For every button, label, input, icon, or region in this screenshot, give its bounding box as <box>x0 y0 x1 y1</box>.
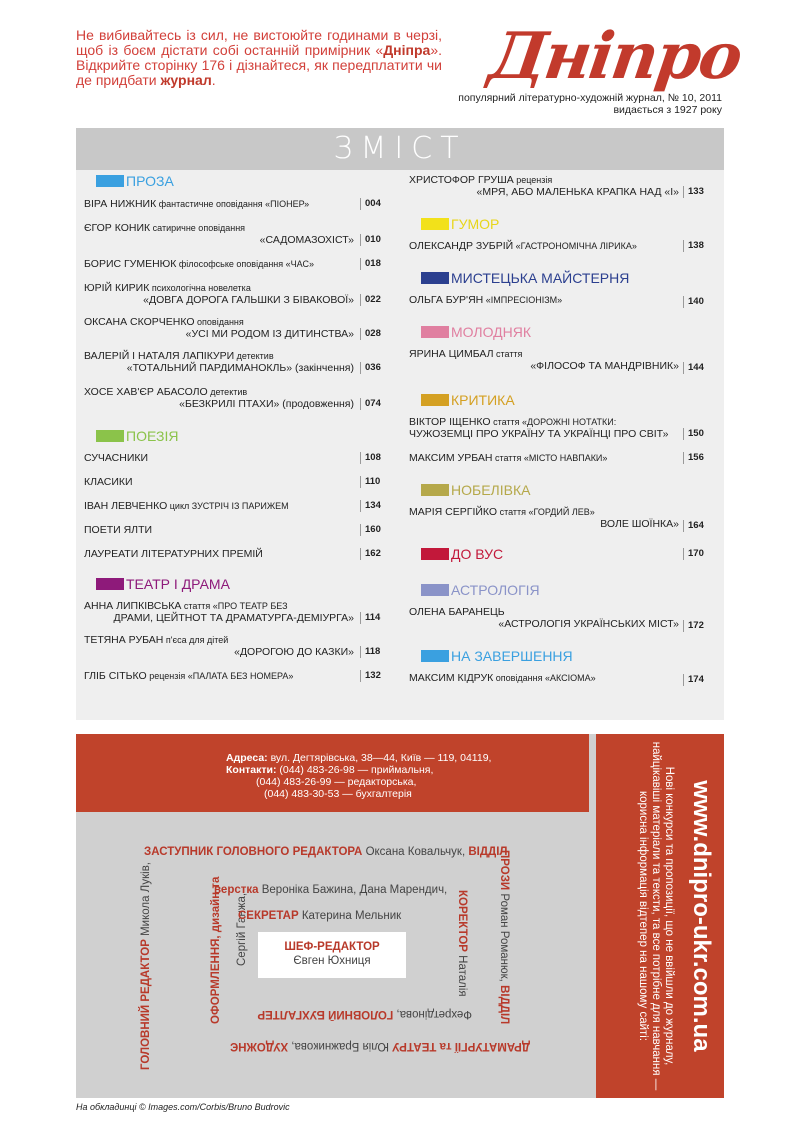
entry-subtitle: детектив <box>234 351 274 361</box>
role: ГОЛОВНИЙ БУХГАЛТЕР <box>257 1008 394 1020</box>
entry-title: «АСТРОЛОГІЯ УКРАЇНСЬКИХ МІСТ» <box>498 618 679 630</box>
toc-entry[interactable] <box>84 258 354 270</box>
page-number: 170 <box>683 548 704 560</box>
entry-subtitle: оповідання <box>194 317 244 327</box>
entry-title: «ДОВГА ДОРОГА ГАЛЬШКИ З БІВАКОВОЇ» <box>143 294 354 306</box>
proza-swatch-icon <box>96 175 124 187</box>
section-nobelivka[interactable] <box>421 482 530 498</box>
staff-prose <box>497 850 510 1024</box>
section-proza[interactable] <box>96 173 174 189</box>
section-krytyka-label: КРИТИКА <box>451 392 515 408</box>
entry-author: ВІКТОР ІЩЕНКО <box>409 416 491 428</box>
page-number: 108 <box>360 452 381 464</box>
entry-subtitle: стаття «ГОРДИЙ ЛЕВ» <box>497 507 595 517</box>
section-do-vus-label: ДО ВУС <box>451 546 504 562</box>
entry-author: ОЛЕКСАНДР ЗУБРІЙ <box>409 240 514 252</box>
intro-part-1: Не вибивайтесь із сил, не вистоюйте годинами в черзі, щоб із боєм дістати собі останній примірник « <box>76 27 442 58</box>
toc-entry[interactable] <box>84 600 354 624</box>
page-number: 036 <box>360 362 381 374</box>
entry-title: «БЕЗКРИЛІ ПТАХИ» (продовження) <box>179 398 354 410</box>
page-number: 132 <box>360 670 381 682</box>
tagline <box>442 92 722 116</box>
astro-swatch-icon <box>421 584 449 596</box>
entry-author: ОЛЬГА БУР'ЯН <box>409 294 484 306</box>
section-astro[interactable] <box>421 582 540 598</box>
entry-title: «ДОРОГОЮ ДО КАЗКИ» <box>234 646 354 658</box>
entry-author: ХОСЕ ХАВ'ЄР АБАСОЛО <box>84 386 208 398</box>
entry-subtitle: філософське оповідання «ЧАС» <box>176 259 314 269</box>
staff-main-editor <box>140 862 153 1070</box>
role: СЕКРЕТАР <box>238 910 299 922</box>
name: Вероніка Бажина, Дана Марендич, <box>258 884 448 896</box>
toc-entry[interactable] <box>409 672 679 684</box>
role: ЗАСТУПНИК ГОЛОВНОГО РЕДАКТОРА <box>144 846 363 858</box>
toc-entry[interactable] <box>409 348 679 372</box>
entry-subtitle: стаття «ДОРОЖНІ НОТАТКИ: <box>490 417 617 427</box>
contacts-label: Контакти: <box>226 764 277 776</box>
website-url[interactable]: www.dnipro-ukr.com.ua <box>688 780 715 1052</box>
name: Роман Романюк, <box>498 890 510 986</box>
entry-author: ПОЕТИ ЯЛТИ <box>84 524 153 536</box>
toc-entry[interactable] <box>409 174 679 198</box>
entry-title: «ФІЛОСОФ ТА МАНДРІВНИК» <box>530 360 679 372</box>
molodnyak-swatch-icon <box>421 326 449 338</box>
role: ПРОЗИ <box>498 850 510 891</box>
role: ВІДДІЛ <box>498 985 510 1025</box>
page-number: 018 <box>360 258 381 270</box>
page-number: 134 <box>360 500 381 512</box>
entry-author: ОКСАНА СКОРЧЕНКО <box>84 316 195 328</box>
page-number: 174 <box>683 674 704 686</box>
final-swatch-icon <box>421 650 449 662</box>
entry-author: ХРИСТОФОР ГРУША <box>409 174 514 186</box>
entry-subtitle: стаття «МІСТО НАВПАКИ» <box>492 453 608 463</box>
entry-author: МАРІЯ СЕРГІЙКО <box>409 506 498 518</box>
entry-title: «САДОМАЗОХІСТ» <box>259 234 354 246</box>
page-number: 010 <box>360 234 381 246</box>
page-number: 150 <box>683 428 704 440</box>
staff-drama <box>230 1039 530 1052</box>
entry-subtitle: п'єса для дітей <box>163 635 229 645</box>
entry-title: «ТОТАЛЬНИЙ ПАРДИМАНОКЛЬ» (закінчення) <box>126 362 354 374</box>
mystetska-swatch-icon <box>421 272 449 284</box>
section-final-label: НА ЗАВЕРШЕННЯ <box>451 648 573 664</box>
entry-author: АННА ЛИПКІВСЬКА <box>84 600 182 612</box>
toc-entry[interactable] <box>84 548 354 560</box>
toc-entry[interactable] <box>84 452 354 464</box>
section-poeziya-label: ПОЕЗІЯ <box>126 428 179 444</box>
toc-entry[interactable] <box>409 452 679 464</box>
entry-title: ВОЛЕ ШОЇНКА» <box>600 518 679 530</box>
krytyka-swatch-icon <box>421 394 449 406</box>
phone-editorial: (044) 483-26-99 — редакторська, <box>256 776 417 788</box>
toc-entry[interactable] <box>409 506 679 530</box>
section-do-vus[interactable] <box>421 546 503 562</box>
section-proza-label: ПРОЗА <box>126 173 174 189</box>
toc-entry[interactable] <box>84 350 354 374</box>
entry-subtitle: фантастичне оповідання «ПІОНЕР» <box>156 199 310 209</box>
toc-entry[interactable] <box>84 670 354 682</box>
chief-editor-box <box>258 932 406 978</box>
section-poeziya[interactable] <box>96 428 178 444</box>
section-humor[interactable] <box>421 216 499 232</box>
entry-author: КЛАСИКИ <box>84 476 133 488</box>
page-number: 160 <box>360 524 381 536</box>
page-number: 162 <box>360 548 381 560</box>
page-number: 138 <box>683 240 704 252</box>
role: ОФОРМЛЕННЯ, дизайн та <box>210 876 222 1024</box>
name: Оксана Ковальчук, <box>362 846 469 858</box>
phone-accounting: (044) 483-30-53 — бухгалтерія <box>264 788 412 800</box>
entry-subtitle: психологічна новелетка <box>149 283 251 293</box>
section-teatr[interactable] <box>96 576 230 592</box>
staff-chief-accountant <box>257 1007 472 1020</box>
entry-subtitle: рецензія <box>513 175 553 185</box>
section-molodnyak-label: МОЛОДНЯК <box>451 324 532 340</box>
section-krytyka[interactable] <box>421 392 515 408</box>
page-number: 110 <box>360 476 380 488</box>
toc-entry[interactable] <box>84 222 354 246</box>
staff-design-name <box>236 893 249 966</box>
entry-author: ЛАУРЕАТИ ЛІТЕРАТУРНИХ ПРЕМІЙ <box>84 548 263 560</box>
entry-subtitle: «ГАСТРОНОМІЧНА ЛІРИКА» <box>513 241 637 251</box>
website-panel <box>596 734 724 1098</box>
role: ХУДОЖНЄ <box>230 1040 289 1052</box>
entry-subtitle: детектив <box>207 387 248 397</box>
entry-subtitle: цикл ЗУСТРІЧ ІЗ ПАРИЖЕМ <box>167 501 289 511</box>
toc-entry[interactable] <box>409 606 679 630</box>
page-number: 004 <box>360 198 381 210</box>
page-number: 114 <box>360 612 380 624</box>
role: ШЕФ-РЕДАКТОР <box>284 941 380 953</box>
toc-entry[interactable] <box>84 282 354 306</box>
entry-title: ЧУЖОЗЕМЦІ ПРО УКРАЇНУ ТА УКРАЇНЦІ ПРО СВІТ» <box>409 428 669 440</box>
staff-design <box>210 877 223 1024</box>
toc-entry[interactable] <box>84 500 354 512</box>
toc-entry[interactable] <box>409 416 681 440</box>
role: верстка <box>214 884 259 896</box>
staff-secretary <box>238 910 401 923</box>
contacts-block <box>76 734 589 812</box>
toc-entry[interactable] <box>84 198 354 210</box>
name: Микола Луків, <box>140 862 152 940</box>
entry-subtitle: оповідання «АКСІОМА» <box>493 673 596 683</box>
toc-title: ЗМІСТ <box>76 128 724 170</box>
entry-author: БОРИС ГУМЕНЮК <box>84 258 177 270</box>
entry-author: ЄГОР КОНИК <box>84 222 151 234</box>
name: Наталія <box>456 951 468 997</box>
toc-entry[interactable] <box>409 294 679 306</box>
role: ВІДДІЛ <box>468 846 508 858</box>
toc-entry[interactable] <box>84 386 354 410</box>
intro-text <box>76 28 442 88</box>
name: Фехретдінова, <box>393 1008 472 1020</box>
entry-author: ОЛЕНА БАРАНЕЦЬ <box>409 606 505 618</box>
section-teatr-label: ТЕАТР І ДРАМА <box>126 576 230 592</box>
section-astro-label: АСТРОЛОГІЯ <box>451 582 540 598</box>
toc-entry[interactable] <box>84 476 354 488</box>
page-number: 140 <box>683 296 704 308</box>
staff-corrector <box>455 890 468 997</box>
page-number: 172 <box>683 620 704 632</box>
entry-title: ДРАМИ, ЦЕЙТНОТ ТА ДРАМАТУРГА-ДЕМІУРГА» <box>113 612 354 624</box>
section-mystetska-label: МИСТЕЦЬКА МАЙСТЕРНЯ <box>451 270 630 286</box>
section-mystetska[interactable] <box>421 270 629 286</box>
page-number: 156 <box>683 452 704 464</box>
entry-title: «МРЯ, АБО МАЛЕНЬКА КРАПКА НАД «І» <box>476 186 679 198</box>
section-nobelivka-label: НОБЕЛІВКА <box>451 482 531 498</box>
entry-subtitle: «ІМПРЕСІОНІЗМ» <box>483 295 563 305</box>
entry-author: МАКСИМ УРБАН <box>409 452 493 464</box>
phone-reception: (044) 483-26-98 — приймальня, <box>276 764 434 776</box>
page-number: 144 <box>683 362 704 374</box>
entry-author: ВІРА НИЖНИК <box>84 198 157 210</box>
toc-entry[interactable] <box>84 634 354 658</box>
staff-deputy <box>144 846 508 859</box>
entry-subtitle: сатиричне оповідання <box>150 223 246 233</box>
magazine-logo: Дніпро <box>484 19 746 94</box>
website-rotated <box>605 736 715 1096</box>
toc-entry[interactable] <box>84 524 354 536</box>
entry-author: ЯРИНА ЦИМБАЛ <box>409 348 494 360</box>
tagline-line-2: видається з 1927 року <box>613 104 722 116</box>
entry-author: ІВАН ЛЕВЧЕНКО <box>84 500 168 512</box>
page-number: 133 <box>683 186 704 198</box>
intro-part-2: ». Відкрийте сторінку 176 і дізнайтеся, як передплатити чи де придбати <box>76 42 442 88</box>
entry-author: СУЧАСНИКИ <box>84 452 149 464</box>
entry-author: ГЛІБ СІТЬКО <box>84 670 147 682</box>
humor-swatch-icon <box>421 218 449 230</box>
tagline-line-1: популярний літературно-художній журнал, № 10, 2011 <box>458 92 722 104</box>
entry-author: ЮРІЙ КИРИК <box>84 282 150 294</box>
entry-subtitle: стаття «ПРО ТЕАТР БЕЗ <box>181 601 288 611</box>
entry-author: МАКСИМ КІДРУК <box>409 672 494 684</box>
toc-entry[interactable] <box>409 240 679 252</box>
page-number: 074 <box>360 398 381 410</box>
page-number: 164 <box>683 520 704 532</box>
name: Катерина Мельник <box>298 910 402 922</box>
address-label: Адреса: <box>226 752 268 764</box>
cover-credit: На обкладинці © Images.com/Corbis/Bruno Budrovic <box>76 1102 290 1112</box>
name: Євген Юхниця <box>293 955 371 967</box>
imprint-block <box>76 734 724 1098</box>
page-number: 022 <box>360 294 381 306</box>
entry-subtitle: стаття <box>493 349 523 359</box>
intro-end: . <box>211 72 216 88</box>
teatr-swatch-icon <box>96 578 124 590</box>
page-number: 118 <box>360 646 380 658</box>
role: ДРАМАТУРГІЇ та ТЕАТРУ <box>392 1040 530 1052</box>
entry-subtitle: рецензія «ПАЛАТА БЕЗ НОМЕРА» <box>146 671 294 681</box>
nobelivka-swatch-icon <box>421 484 449 496</box>
section-humor-label: ГУМОР <box>451 216 500 232</box>
address-text: вул. Дегтярівська, 38—44, Київ — 119, 04119, <box>267 752 492 764</box>
section-final[interactable] <box>421 648 573 664</box>
entry-author: ВАЛЕРІЙ І НАТАЛЯ ЛАПІКУРИ <box>84 350 235 362</box>
entry-title: «УСІ МИ РОДОМ ІЗ ДИТИНСТВА» <box>185 328 354 340</box>
do-vus-swatch-icon <box>421 548 449 560</box>
intro-bold-journal: журнал <box>160 72 212 88</box>
entry-author: ТЕТЯНА РУБАН <box>84 634 164 646</box>
role: ГОЛОВНИЙ РЕДАКТОР <box>140 939 152 1070</box>
poeziya-swatch-icon <box>96 430 124 442</box>
role: КОРЕКТОР <box>456 890 468 952</box>
name: Сергій Ганжа, <box>236 892 248 966</box>
website-text: Нові конкурси та пропозиції, що не ввійшли до журналу, найцікавіші матеріали та тексти, та все потрібне для навчання — корисна інформація відтепер на нашому сайті: <box>637 741 675 1091</box>
intro-bold-dnipro: Дніпра <box>383 42 431 58</box>
section-molodnyak[interactable] <box>421 324 531 340</box>
table-of-contents <box>76 128 724 720</box>
toc-entry[interactable] <box>84 316 354 340</box>
name: Юлія Бражникова, <box>288 1040 393 1052</box>
page-number: 028 <box>360 328 381 340</box>
